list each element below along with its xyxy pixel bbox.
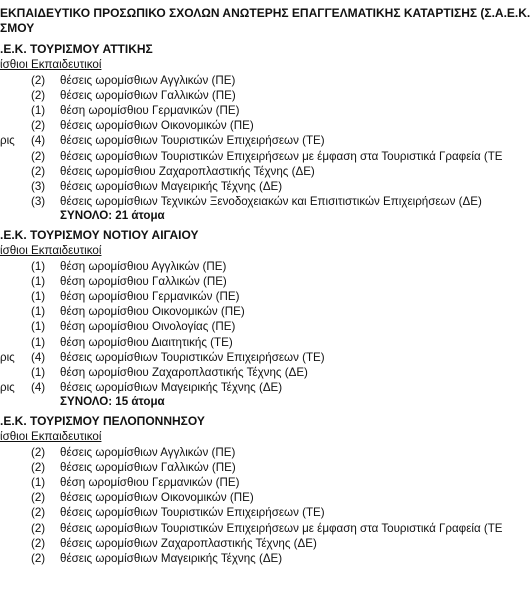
- position-count: (4): [31, 134, 46, 148]
- position-count: (1): [31, 275, 46, 289]
- section-title: .Ε.Κ. ΤΟΥΡΙΣΜΟΥ ΠΕΛΟΠΟΝΝΗΣΟΥ: [0, 414, 205, 428]
- list-item: [0, 259, 530, 274]
- list-item: [0, 536, 530, 551]
- document-heading-continued: ΣΜΟΥ: [0, 21, 35, 35]
- position-description: θέσεις ωρομίσθιων Τουριστικών Επιχειρήσεων (ΤΕ): [60, 350, 325, 364]
- section-subtitle: ίσθιοι Εκπαιδευτικοί: [0, 58, 102, 71]
- position-count: (2): [31, 74, 46, 87]
- position-description: θέση ωρομίσθιου Γαλλικών (ΠΕ): [60, 275, 227, 289]
- position-count: (1): [31, 305, 46, 319]
- position-description: θέσεις ωρομίσθιων Γαλλικών (ΠΕ): [60, 89, 236, 103]
- position-count: (2): [31, 536, 46, 550]
- position-count: (1): [31, 320, 46, 334]
- list-item: [0, 350, 530, 365]
- list-item: [0, 179, 530, 194]
- section-subtitle: ίσθιοι Εκπαιδευτικοί: [0, 244, 102, 257]
- list-item: [0, 335, 530, 350]
- list-item: [0, 319, 530, 334]
- position-count: (3): [31, 179, 46, 193]
- list-item: [0, 304, 530, 319]
- position-count: (2): [31, 446, 46, 459]
- section-subtitle: ίσθιοι Εκπαιδευτικοί: [0, 430, 102, 443]
- position-description: θέσεις ωρομίσθιων Μαγειρικής Τέχνης (ΔΕ): [60, 380, 283, 394]
- position-count: (3): [31, 194, 46, 208]
- position-count: (2): [31, 164, 46, 178]
- position-count: (1): [31, 335, 46, 349]
- list-item: [0, 149, 530, 164]
- list-item: [0, 274, 530, 289]
- position-description: θέσεις ωρομίσθιων Οικονομικών (ΠΕ): [60, 491, 254, 505]
- position-count: (1): [31, 260, 46, 273]
- position-description: θέσεις ωρομίσθιων Μαγειρικής Τέχνης (ΔΕ): [60, 179, 283, 193]
- position-description: θέσεις ωρομίσθιου Ζαχαροπλαστικής Τέχνης (ΔΕ): [60, 164, 315, 178]
- position-description: θέσεις ωρομίσθιων Τουριστικών Επιχειρήσεων (ΤΕ): [60, 134, 325, 148]
- list-item: [0, 133, 530, 148]
- position-count: (2): [31, 506, 46, 520]
- list-item: [0, 194, 530, 209]
- list-item: [0, 88, 530, 103]
- position-description: θέση ωρομίσθιου Γερμανικών (ΠΕ): [60, 290, 240, 304]
- position-description: θέση ωρομίσθιου Οινολογίας (ΠΕ): [60, 320, 236, 334]
- row-prefix: ρις: [0, 380, 15, 394]
- position-count: (1): [31, 365, 46, 379]
- position-count: (4): [31, 380, 46, 394]
- position-description: θέση ωρομίσθιου Οικονομικών (ΠΕ): [60, 305, 245, 319]
- row-prefix: ρις: [0, 350, 15, 364]
- list-item: [0, 490, 530, 505]
- position-count: (1): [31, 476, 46, 490]
- position-description: θέσεις ωρομίσθιων Μαγειρικής Τέχνης (ΔΕ): [60, 551, 283, 565]
- list-item: [0, 118, 530, 133]
- position-description: θέσεις ωρομίσθιων Τουριστικών Επιχειρήσεων με έμφαση στα Τουριστικά Γραφεία (ΤΕ: [60, 521, 503, 535]
- list-item: [0, 380, 530, 395]
- section-total: ΣΥΝΟΛΟ: 15 άτομα: [60, 395, 165, 408]
- position-description: θέση ωρομίσθιου Ζαχαροπλαστικής Τέχνης (ΔΕ): [60, 365, 308, 379]
- position-count: (1): [31, 290, 46, 304]
- position-description: θέση ωρομίσθιου Αγγλικών (ΠΕ): [60, 260, 227, 273]
- list-item: [0, 289, 530, 304]
- list-item: [0, 505, 530, 520]
- section-total: ΣΥΝΟΛΟ: 21 άτομα: [60, 209, 165, 222]
- list-item: [0, 521, 530, 536]
- position-count: (1): [31, 104, 46, 118]
- position-description: θέσεις ωρομίσθιων Τουριστικών Επιχειρήσεων (ΤΕ): [60, 506, 325, 520]
- position-description: θέση ωρομίσθιου Γερμανικών (ΠΕ): [60, 476, 240, 490]
- position-count: (2): [31, 521, 46, 535]
- list-item: [0, 551, 530, 566]
- list-item: [0, 164, 530, 179]
- section-title: .Ε.Κ. ΤΟΥΡΙΣΜΟΥ ΝΟΤΙΟΥ ΑΙΓΑΙΟΥ: [0, 228, 199, 242]
- list-item: [0, 475, 530, 490]
- list-item: [0, 103, 530, 118]
- position-count: (2): [31, 89, 46, 103]
- position-count: (4): [31, 350, 46, 364]
- section-title: .Ε.Κ. ΤΟΥΡΙΣΜΟΥ ΑΤΤΙΚΗΣ: [0, 42, 153, 56]
- list-item: [0, 365, 530, 380]
- list-item: [0, 73, 530, 88]
- position-description: θέσεις ωρομίσθιων Γαλλικών (ΠΕ): [60, 461, 236, 475]
- position-count: (2): [31, 119, 46, 133]
- position-description: θέσεις ωρομίσθιων Οικονομικών (ΠΕ): [60, 119, 254, 133]
- row-prefix: ρις: [0, 134, 15, 148]
- position-description: θέση ωρομίσθιου Γερμανικών (ΠΕ): [60, 104, 240, 118]
- position-description: θέσεις ωρομίσθιων Ζαχαροπλαστικής Τέχνης (ΔΕ): [60, 536, 317, 550]
- position-description: θέσεις ωρομίσθιων Αγγλικών (ΠΕ): [60, 74, 236, 87]
- list-item: [0, 460, 530, 475]
- position-count: (2): [31, 461, 46, 475]
- position-description: θέσεις ωρομίσθιων Τουριστικών Επιχειρήσεων με έμφαση στα Τουριστικά Γραφεία (ΤΕ: [60, 149, 503, 163]
- position-count: (2): [31, 149, 46, 163]
- position-count: (2): [31, 491, 46, 505]
- position-description: θέση ωρομίσθιου Διαιτητικής (ΤΕ): [60, 335, 233, 349]
- position-count: (2): [31, 551, 46, 565]
- document-heading: ΕΚΠΑΙΔΕΥΤΙΚΟ ΠΡΟΣΩΠΙΚΟ ΣΧΟΛΩΝ ΑΝΩΤΕΡΗΣ ΕΠΑΓΓΕΛΜΑΤΙΚΗΣ ΚΑΤΑΡΤΙΣΗΣ (Σ.Α.Ε.Κ.: [0, 6, 530, 20]
- list-item: [0, 445, 530, 460]
- position-description: θέσεις ωρομίσθιων Αγγλικών (ΠΕ): [60, 446, 236, 459]
- position-description: θέσεις ωρομίσθιων Τεχνικών Ξενοδοχειακών και Επισιτιστικών Επιχειρήσεων (ΔΕ): [60, 194, 482, 208]
